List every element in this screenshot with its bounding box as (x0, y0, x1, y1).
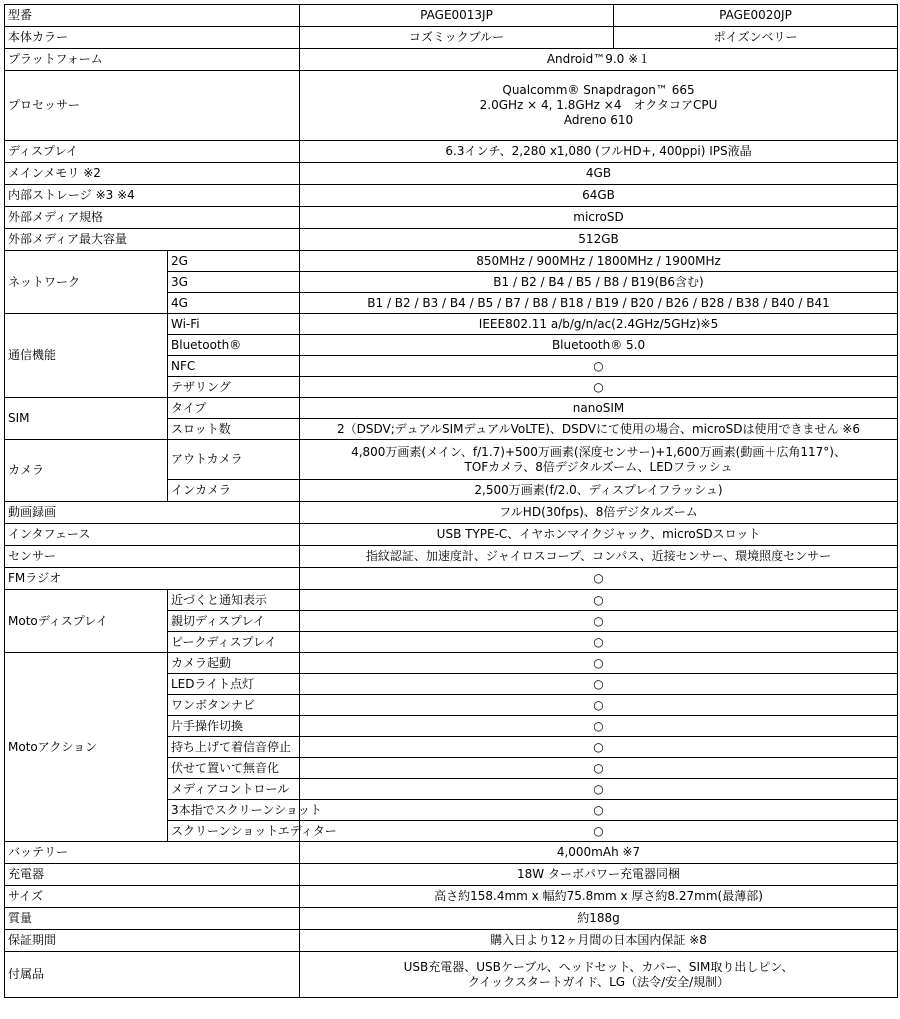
motodisplay-sub: 近づくと通知表示 (168, 590, 300, 611)
battery-label: バッテリー (5, 842, 300, 864)
battery-value: 4,000mAh ※7 (300, 842, 898, 864)
storage-label: 内部ストレージ ※3 ※4 (5, 185, 300, 207)
motoaction-value: ○ (300, 821, 898, 842)
platform-label: プラットフォーム (5, 49, 300, 71)
comm-value: Bluetooth® 5.0 (300, 335, 898, 356)
spec-table (4, 4, 898, 998)
accessories-label: 付属品 (5, 952, 300, 998)
motoaction-value: ○ (300, 737, 898, 758)
motoaction-value: ○ (300, 716, 898, 737)
camera-in-label: インカメラ (168, 480, 300, 502)
row-ext-max (5, 229, 898, 251)
storage-value: 64GB (300, 185, 898, 207)
motoaction-sub: 3本指でスクリーンショット (168, 800, 300, 821)
charger-value: 18W ターボパワー充電器同梱 (300, 864, 898, 886)
camera-label: カメラ (5, 440, 168, 502)
processor-line-2: 2.0GHz × 4, 1.8GHz ×4 オクタコアCPU (479, 98, 718, 112)
row-charger (5, 864, 898, 886)
color-label: 本体カラー (5, 27, 300, 49)
size-value: 高さ約158.4mm x 幅約75.8mm x 厚さ約8.27mm(最薄部) (300, 886, 898, 908)
row-size (5, 886, 898, 908)
platform-value: Android™9.0 ※１ (300, 49, 898, 71)
ext-max-value: 512GB (300, 229, 898, 251)
row-camera-out (5, 440, 898, 480)
network-sub: 4G (168, 293, 300, 314)
camera-out-line-2: TOFカメラ、8倍デジタルズーム、LEDフラッシュ (464, 459, 733, 474)
memory-value: 4GB (300, 163, 898, 185)
row-warranty (5, 930, 898, 952)
row-video (5, 502, 898, 524)
motodisplay-sub: 親切ディスプレイ (168, 611, 300, 632)
color-b: ポイズンベリー (614, 27, 898, 49)
row-color (5, 27, 898, 49)
motoaction-sub: ワンボタンナビ (168, 695, 300, 716)
motoaction-sub: スクリーンショットエディター (168, 821, 300, 842)
sim-sub: スロット数 (168, 419, 300, 440)
row-platform (5, 49, 898, 71)
sim-label: SIM (5, 398, 168, 440)
ext-media-label: 外部メディア規格 (5, 207, 300, 229)
camera-out-label: アウトカメラ (168, 440, 300, 480)
row-ext-media (5, 207, 898, 229)
camera-in-value: 2,500万画素(f/2.0、ディスプレイフラッシュ) (300, 480, 898, 502)
weight-value: 約188g (300, 908, 898, 930)
row-display (5, 141, 898, 163)
network-value: 850MHz / 900MHz / 1800MHz / 1900MHz (300, 251, 898, 272)
camera-out-line-1: 4,800万画素(メイン、f/1.7)+500万画素(深度センサー)+1,600万画素(動画＋広角117°)、 (351, 444, 846, 459)
fm-label: FMラジオ (5, 568, 300, 590)
row-weight (5, 908, 898, 930)
camera-out-value (300, 440, 898, 480)
motodisplay-value: ○ (300, 632, 898, 653)
interface-label: インタフェース (5, 524, 300, 546)
comm-sub: NFC (168, 356, 300, 377)
processor-label: プロセッサー (5, 71, 300, 141)
motodisplay-value: ○ (300, 611, 898, 632)
model-b: PAGE0020JP (614, 5, 898, 27)
accessories-line-1: USB充電器、USBケーブル、ヘッドセット、カバー、SIM取り出しピン、 (403, 959, 794, 974)
comm-sub: テザリング (168, 377, 300, 398)
row-sim-type (5, 398, 898, 419)
accessories-value (300, 952, 898, 998)
sim-value: 2（DSDV;デュアルSIMデュアルVoLTE)、DSDVにて使用の場合、microSDは使用できません ※6 (300, 419, 898, 440)
row-motodisplay-1 (5, 590, 898, 611)
size-label: サイズ (5, 886, 300, 908)
weight-label: 質量 (5, 908, 300, 930)
accessories-line-2: クイックスタートガイド、LG（法令/安全/規制） (467, 974, 730, 989)
motoaction-sub: 伏せて置いて無音化 (168, 758, 300, 779)
row-interface (5, 524, 898, 546)
model-label: 型番 (5, 5, 300, 27)
row-sensor (5, 546, 898, 568)
row-accessories (5, 952, 898, 998)
motoaction-sub: カメラ起動 (168, 653, 300, 674)
row-network-2g (5, 251, 898, 272)
row-battery (5, 842, 898, 864)
video-value: フルHD(30fps)、8倍デジタルズーム (300, 502, 898, 524)
model-a: PAGE0013JP (300, 5, 614, 27)
network-value: B1 / B2 / B4 / B5 / B8 / B19(B6含む) (300, 272, 898, 293)
sensor-value: 指紋認証、加速度計、ジャイロスコープ、コンパス、近接センサー、環境照度センサー (300, 546, 898, 568)
sensor-label: センサー (5, 546, 300, 568)
motodisplay-value: ○ (300, 590, 898, 611)
motoaction-label: Motoアクション (5, 653, 168, 842)
motoaction-value: ○ (300, 779, 898, 800)
display-value: 6.3インチ、2,280 x1,080 (フルHD+, 400ppi) IPS液晶 (300, 141, 898, 163)
row-comm-wifi (5, 314, 898, 335)
motodisplay-sub: ピークディスプレイ (168, 632, 300, 653)
row-model (5, 5, 898, 27)
row-fm (5, 568, 898, 590)
ext-max-label: 外部メディア最大容量 (5, 229, 300, 251)
comm-sub: Wi-Fi (168, 314, 300, 335)
motoaction-value: ○ (300, 653, 898, 674)
motoaction-sub: 片手操作切換 (168, 716, 300, 737)
interface-value: USB TYPE-C、イヤホンマイクジャック、microSDスロット (300, 524, 898, 546)
motoaction-value: ○ (300, 758, 898, 779)
color-a: コズミックブルー (300, 27, 614, 49)
motoaction-value: ○ (300, 674, 898, 695)
warranty-label: 保証期間 (5, 930, 300, 952)
motoaction-sub: LEDライト点灯 (168, 674, 300, 695)
network-sub: 2G (168, 251, 300, 272)
motoaction-sub: 持ち上げて着信音停止 (168, 737, 300, 758)
motoaction-value: ○ (300, 800, 898, 821)
ext-media-value: microSD (300, 207, 898, 229)
row-memory (5, 163, 898, 185)
memory-label: メインメモリ ※2 (5, 163, 300, 185)
sim-value: nanoSIM (300, 398, 898, 419)
network-label: ネットワーク (5, 251, 168, 314)
processor-value (300, 71, 898, 141)
sim-sub: タイプ (168, 398, 300, 419)
comm-sub: Bluetooth® (168, 335, 300, 356)
fm-value: ○ (300, 568, 898, 590)
video-label: 動画録画 (5, 502, 300, 524)
motodisplay-label: Motoディスプレイ (5, 590, 168, 653)
row-processor (5, 71, 898, 141)
row-storage (5, 185, 898, 207)
processor-line-1: Qualcomm® Snapdragon™ 665 (502, 83, 695, 97)
display-label: ディスプレイ (5, 141, 300, 163)
processor-line-3: Adreno 610 (563, 113, 634, 127)
warranty-value: 購入日より12ヶ月間の日本国内保証 ※8 (300, 930, 898, 952)
comm-label: 通信機能 (5, 314, 168, 398)
motoaction-value: ○ (300, 695, 898, 716)
comm-value: ○ (300, 377, 898, 398)
motoaction-sub: メディアコントロール (168, 779, 300, 800)
row-motoaction-1 (5, 653, 898, 674)
comm-value: IEEE802.11 a/b/g/n/ac(2.4GHz/5GHz)※5 (300, 314, 898, 335)
charger-label: 充電器 (5, 864, 300, 886)
network-value: B1 / B2 / B3 / B4 / B5 / B7 / B8 / B18 / B19 / B20 / B26 / B28 / B38 / B40 / B41 (300, 293, 898, 314)
comm-value: ○ (300, 356, 898, 377)
network-sub: 3G (168, 272, 300, 293)
